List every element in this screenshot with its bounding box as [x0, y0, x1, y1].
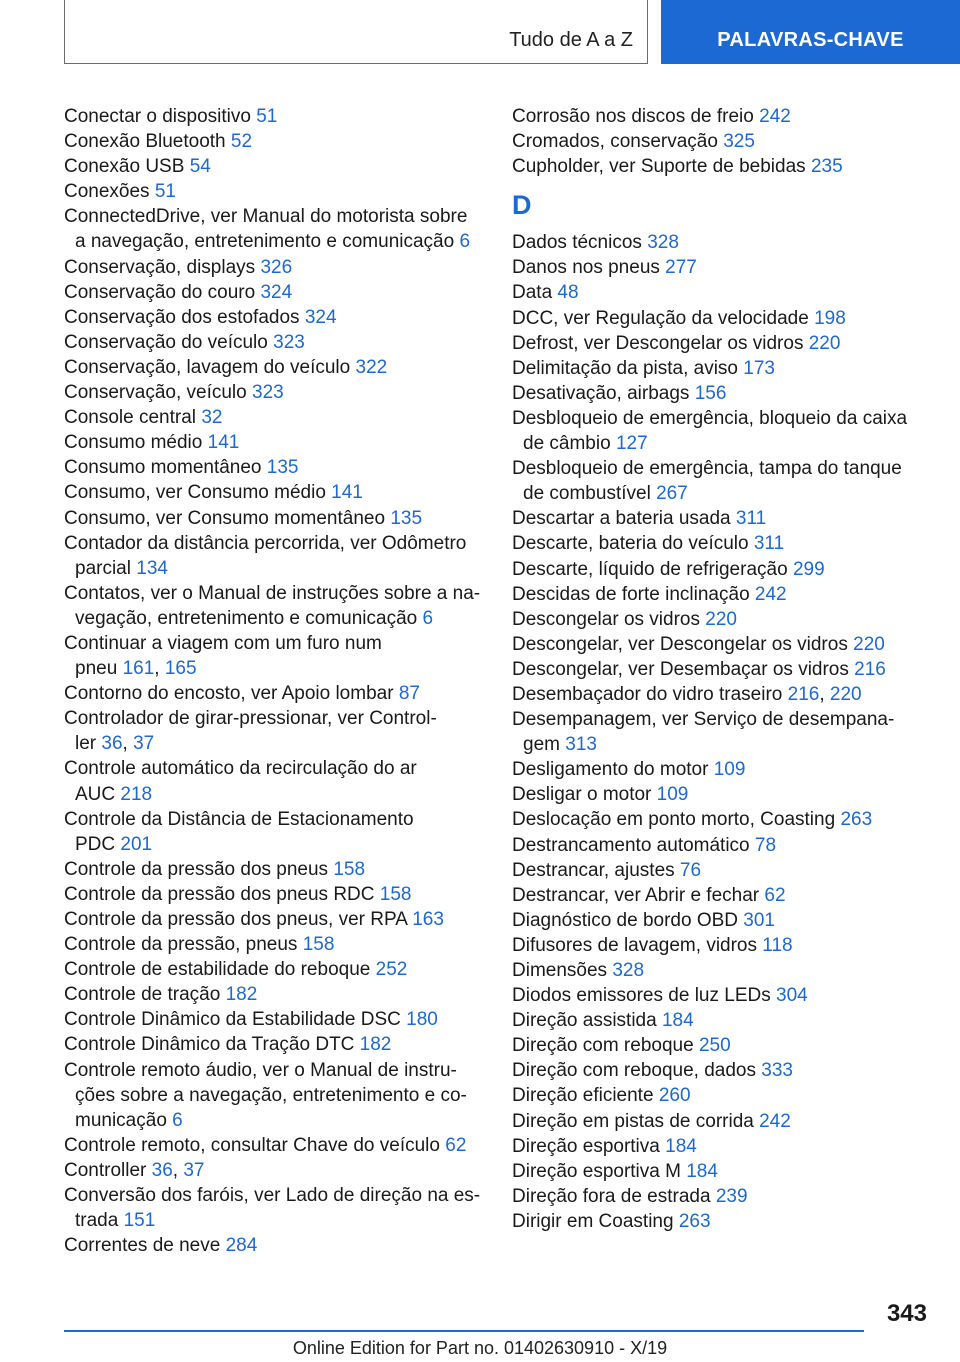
- index-entry-text: Descongelar os vidros: [512, 608, 700, 630]
- page-reference-link[interactable]: 242: [759, 1110, 791, 1132]
- index-entry: [512, 1008, 922, 1033]
- index-entry: [64, 882, 484, 907]
- header-section-box: [64, 0, 648, 64]
- index-entry: [512, 104, 922, 129]
- index-entry-text: Desbloqueio de emergência, tampa do tanque: [512, 458, 902, 480]
- page-reference-link[interactable]: 36: [101, 733, 123, 755]
- index-entry-text: Destrancar, ajustes: [512, 859, 675, 881]
- page-reference-link[interactable]: 109: [656, 784, 689, 806]
- page-reference-link[interactable]: 37: [133, 733, 155, 755]
- index-entry: [512, 280, 922, 305]
- index-entry: [64, 1133, 484, 1158]
- page-reference-link[interactable]: 141: [331, 482, 363, 504]
- page-reference-link[interactable]: 6: [422, 607, 434, 629]
- page-reference-link[interactable]: 328: [647, 232, 679, 254]
- index-entry: [512, 958, 922, 983]
- page-reference-link[interactable]: 48: [557, 282, 579, 304]
- index-entry: [64, 355, 484, 380]
- index-entry: [64, 1058, 484, 1133]
- index-entry-text: Dirigir em Coasting: [512, 1210, 674, 1232]
- index-entry-text: PDC: [75, 833, 116, 855]
- page-reference-link[interactable]: 220: [829, 683, 862, 705]
- index-entry: Continuar a viagem com um furo num pneu 161, 165: [64, 632, 382, 680]
- index-entry: [64, 480, 484, 505]
- page-reference-link[interactable]: 235: [810, 156, 843, 178]
- index-entry: [64, 756, 484, 806]
- index-entry-text: Continuar a viagem com um furo num: [64, 632, 382, 654]
- index-entry-text: pneu: [75, 658, 118, 680]
- index-entry-text: Descartar a bateria usada: [512, 508, 731, 530]
- page-reference-link[interactable]: 173: [743, 357, 775, 379]
- index-entry: [512, 230, 922, 255]
- page-reference-link[interactable]: 184: [661, 1010, 694, 1032]
- index-entry-text: Cromados, conservação: [512, 131, 718, 153]
- index-entry: [64, 1032, 484, 1057]
- index-entry-text: Difusores de lavagem, vidros: [512, 934, 757, 956]
- index-entry-text: Desembaçador do vidro traseiro: [512, 683, 783, 705]
- index-entry-text: Desligar o motor: [512, 784, 652, 806]
- index-entry: Controller 36, 37: [64, 1159, 205, 1181]
- index-entry: [512, 506, 922, 531]
- index-entry: [512, 983, 922, 1008]
- page-reference-link[interactable]: 37: [183, 1159, 205, 1181]
- page-reference-link[interactable]: 62: [445, 1134, 467, 1156]
- index-entry-text: Controle da pressão dos pneus: [64, 858, 329, 880]
- page-reference-link[interactable]: 250: [698, 1035, 731, 1057]
- index-column-left: [64, 104, 484, 1258]
- index-entry: [64, 1183, 484, 1233]
- page-reference-link[interactable]: 109: [713, 759, 746, 781]
- index-entry: [64, 681, 484, 706]
- page-reference-link[interactable]: 252: [375, 959, 408, 981]
- index-entry: [512, 782, 922, 807]
- index-entry: [64, 129, 484, 154]
- page-reference-link[interactable]: 333: [761, 1060, 793, 1082]
- index-entry: [512, 657, 922, 682]
- index-entry: [512, 1134, 922, 1159]
- page-reference-link[interactable]: 326: [260, 256, 293, 278]
- index-entry-text: Conversão dos faróis, ver Lado de direção na es-: [64, 1185, 481, 1207]
- index-entry-text: municação: [75, 1109, 167, 1131]
- page-reference-link[interactable]: 78: [754, 834, 777, 856]
- index-entry: [512, 1033, 922, 1058]
- index-entry: [64, 932, 484, 957]
- index-entry-text: Desbloqueio de emergência, bloqueio da caixa: [512, 407, 908, 429]
- page-reference-link[interactable]: 87: [398, 683, 420, 705]
- page-reference-link[interactable]: 184: [665, 1135, 697, 1157]
- index-entry: [64, 255, 484, 280]
- index-entry-text: Controle de estabilidade do reboque: [64, 959, 371, 981]
- index-entry: [512, 632, 922, 657]
- section-title: Tudo de A a Z: [509, 29, 633, 51]
- page-reference-link[interactable]: 182: [359, 1034, 392, 1056]
- index-entry: [512, 1058, 922, 1083]
- index-entry: [64, 204, 484, 254]
- page-reference-link[interactable]: 242: [754, 583, 787, 605]
- index-entry-text: ções sobre a navegação, entretenimento e co-: [75, 1084, 467, 1106]
- section-letter-d: D: [512, 190, 532, 221]
- page-reference-link[interactable]: 180: [406, 1009, 438, 1031]
- index-entry: [64, 957, 484, 982]
- index-entry-text: Direção esportiva M: [512, 1160, 681, 1182]
- page-reference-link[interactable]: 220: [705, 608, 737, 630]
- page-reference-link[interactable]: 62: [764, 884, 786, 906]
- page-reference-link[interactable]: 299: [792, 558, 825, 580]
- page-reference-link[interactable]: 325: [723, 131, 755, 153]
- page-reference-link[interactable]: 313: [565, 734, 597, 756]
- index-entry-text: Diodos emissores de luz LEDs: [512, 985, 771, 1007]
- page-reference-link[interactable]: 118: [762, 934, 793, 956]
- page-reference-link[interactable]: 304: [776, 985, 808, 1007]
- keywords-tab-label: PALAVRAS-CHAVE: [717, 29, 904, 51]
- index-entry: [64, 455, 484, 480]
- index-entry-text: Descongelar, ver Desembaçar os vidros: [512, 658, 849, 680]
- page-reference-link[interactable]: 184: [686, 1160, 718, 1182]
- page-reference-link[interactable]: 328: [612, 960, 645, 981]
- index-entry-text: Desligamento do motor: [512, 759, 709, 781]
- index-entry-text: Conexão USB: [64, 156, 185, 178]
- index-entry: [64, 154, 484, 179]
- index-entry-text: Conectar o dispositivo: [64, 106, 251, 127]
- index-entry: [512, 381, 922, 406]
- index-entry-text: Conservação do veículo: [64, 331, 268, 353]
- index-entry-text: Controle Dinâmico da Estabilidade DSC: [64, 1009, 401, 1031]
- page-reference-link[interactable]: 267: [656, 483, 688, 505]
- index-entry: [64, 104, 484, 129]
- page-reference-link[interactable]: 76: [679, 859, 702, 881]
- index-entry: [512, 1209, 922, 1234]
- footer-edition-text: Online Edition for Part no. 01402630910 - X/19: [292, 1338, 668, 1358]
- index-entry-text: Controle automático da recirculação do ar: [64, 758, 417, 780]
- index-entry-text: Consumo, ver Consumo momentâneo: [64, 507, 386, 529]
- index-entry-text: Destrancamento automático: [512, 834, 750, 856]
- index-entry: [512, 582, 922, 607]
- page-reference-link[interactable]: 201: [120, 833, 153, 855]
- page-reference-link[interactable]: 311: [735, 508, 767, 530]
- index-entry-text: Consumo médio: [64, 432, 203, 454]
- index-entry: [512, 607, 922, 632]
- index-entry: Desembaçador do vidro traseiro 216, 220: [512, 683, 862, 705]
- index-entry-text: Direção com reboque, dados: [512, 1060, 756, 1082]
- index-entry-text: Defrost, ver Descongelar os vidros: [512, 332, 804, 354]
- index-entry: [64, 1007, 484, 1032]
- index-entry-text: Direção assistida: [512, 1010, 657, 1032]
- index-entry: [64, 380, 484, 405]
- index-entry: [512, 707, 922, 757]
- index-entry-text: Data: [512, 282, 553, 304]
- index-entry: [512, 557, 922, 582]
- page-number: 343: [886, 1300, 927, 1327]
- index-entry: [64, 531, 484, 581]
- index-entry-text: Descongelar, ver Descongelar os vidros: [512, 633, 848, 655]
- index-entry-text: de câmbio: [523, 433, 611, 455]
- page-reference-link[interactable]: 141: [207, 432, 240, 454]
- index-entry-text: Dimensões: [512, 960, 608, 981]
- index-entry-text: trada: [75, 1210, 119, 1232]
- keywords-tab[interactable]: [661, 0, 960, 64]
- index-entry: [512, 1109, 922, 1134]
- index-entry-text: Controlador de girar-pressionar, ver Control-: [64, 708, 437, 730]
- index-entry: [64, 305, 484, 330]
- index-entry-text: AUC: [75, 783, 116, 805]
- page-reference-link[interactable]: 127: [615, 433, 648, 455]
- index-entry-text: Conservação, lavagem do veículo: [64, 356, 351, 378]
- index-entry-text: Conservação, veículo: [64, 382, 247, 404]
- index-entry-text: Desativação, airbags: [512, 382, 690, 404]
- index-entry: [512, 406, 922, 456]
- index-entry: [512, 833, 922, 858]
- page-reference-link[interactable]: 158: [379, 883, 412, 905]
- index-entry: [512, 255, 922, 280]
- index-entry-text: Controle remoto áudio, ver o Manual de instru-: [64, 1059, 457, 1081]
- index-entry: [512, 154, 922, 179]
- index-entry: [512, 1184, 922, 1209]
- index-entry: [512, 883, 922, 908]
- index-entry: [64, 581, 484, 631]
- index-entry-text: Controle remoto, consultar Chave do veículo: [64, 1134, 440, 1156]
- page-reference-link[interactable]: 135: [266, 457, 299, 479]
- index-entry: [64, 179, 484, 204]
- page-reference-link[interactable]: 6: [172, 1109, 183, 1131]
- page-reference-link[interactable]: 52: [230, 131, 253, 153]
- index-entry-text: Console central: [64, 407, 197, 429]
- page-reference-link[interactable]: 135: [390, 507, 423, 529]
- page-reference-link[interactable]: 54: [189, 156, 211, 178]
- index-entry: [512, 356, 922, 381]
- index-entry: [64, 330, 484, 355]
- index-entry: [64, 907, 484, 932]
- index-entry-text: Conexões: [64, 181, 150, 203]
- index-entry-text: Direção eficiente: [512, 1085, 654, 1107]
- page-reference-link[interactable]: 277: [665, 257, 697, 279]
- index-entry-text: a navegação, entretenimento e comunicação: [75, 231, 455, 253]
- page-reference-link[interactable]: 161: [122, 658, 155, 680]
- index-entry-text: de combustível: [523, 483, 651, 505]
- page-reference-link[interactable]: 220: [853, 633, 885, 655]
- index-entry: [512, 807, 922, 832]
- index-entry-text: Danos nos pneus: [512, 257, 660, 279]
- index-entry-text: Direção com reboque: [512, 1035, 694, 1057]
- page-reference-link[interactable]: 134: [136, 557, 168, 579]
- index-group-d: [512, 230, 922, 1234]
- index-entry: [512, 1159, 922, 1184]
- footer-divider: [64, 1330, 864, 1332]
- index-entry-text: Diagnóstico de bordo OBD: [512, 909, 739, 931]
- index-group-c-continued: [512, 104, 922, 179]
- index-entry-text: ler: [75, 733, 97, 755]
- page-reference-link[interactable]: 324: [304, 306, 337, 328]
- index-entry: [512, 306, 922, 331]
- page-reference-link[interactable]: 218: [120, 783, 153, 805]
- index-entry: [64, 857, 484, 882]
- index-entry-text: Dados técnicos: [512, 232, 642, 254]
- page-reference-link[interactable]: 322: [355, 356, 388, 378]
- index-entry-text: Controller: [64, 1159, 147, 1181]
- index-entry: [512, 331, 922, 356]
- index-entry-text: Controle da pressão dos pneus RDC: [64, 883, 375, 905]
- index-entry-text: Controle Dinâmico da Tração DTC: [64, 1034, 355, 1056]
- page-reference-link[interactable]: 151: [123, 1210, 156, 1232]
- page-reference-link[interactable]: 220: [808, 332, 841, 354]
- page-reference-link[interactable]: 163: [412, 909, 444, 930]
- page-reference-link[interactable]: 156: [694, 382, 727, 404]
- index-entry-text: Consumo, ver Consumo médio: [64, 482, 326, 504]
- page-reference-link[interactable]: 51: [154, 181, 176, 203]
- index-entry-text: Controle da pressão dos pneus, ver RPA: [64, 909, 407, 930]
- index-entry: [512, 908, 922, 933]
- index-entry-text: Conservação do couro: [64, 281, 256, 303]
- index-entry: [512, 757, 922, 782]
- index-entry-text: Conservação, displays: [64, 256, 256, 278]
- index-entry: Controlador de girar-pressionar, ver Control- ler 36, 37: [64, 708, 437, 755]
- index-entry: [64, 405, 484, 430]
- page-reference-link[interactable]: 165: [164, 658, 197, 680]
- index-entry-text: Direção fora de estrada: [512, 1185, 711, 1207]
- index-entry: [512, 456, 922, 506]
- index-entry-text: Desempanagem, ver Serviço de desempana-: [512, 709, 895, 731]
- index-entry-text: parcial: [75, 557, 131, 579]
- page-reference-link[interactable]: 216: [854, 658, 886, 680]
- index-entry-text: Descarte, líquido de refrigeração: [512, 558, 788, 580]
- index-entry-text: gem: [523, 734, 560, 756]
- index-entry-text: Consumo momentâneo: [64, 457, 262, 479]
- index-entry-text: Delimitação da pista, aviso: [512, 357, 738, 379]
- index-entry: [512, 1083, 922, 1108]
- index-entry-text: Contador da distância percorrida, ver Odômetro: [64, 532, 467, 554]
- page-reference-link[interactable]: 158: [333, 858, 366, 880]
- index-entry-text: Descidas de forte inclinação: [512, 583, 750, 605]
- index-column-right: [512, 104, 922, 1234]
- index-entry: [512, 858, 922, 883]
- page-reference-link[interactable]: 51: [256, 106, 278, 127]
- page-reference-link[interactable]: 284: [225, 1235, 258, 1257]
- index-entry-text: Corrosão nos discos de freio: [512, 106, 754, 127]
- page-reference-link[interactable]: 216: [787, 683, 820, 705]
- index-entry: [512, 129, 922, 154]
- index-entry-text: Controle de tração: [64, 984, 221, 1006]
- index-entry-text: Correntes de neve: [64, 1235, 221, 1257]
- index-entry-text: Contorno do encosto, ver Apoio lombar: [64, 683, 394, 705]
- page-reference-link[interactable]: 239: [715, 1185, 748, 1207]
- index-entry-text: Cupholder, ver Suporte de bebidas: [512, 156, 806, 178]
- page-reference-link[interactable]: 36: [151, 1159, 173, 1181]
- index-entry-text: Direção esportiva: [512, 1135, 660, 1157]
- index-entry: [64, 506, 484, 531]
- index-entry-text: Controle da pressão, pneus: [64, 934, 298, 956]
- index-entry: [64, 430, 484, 455]
- page-reference-link[interactable]: 242: [759, 106, 791, 127]
- index-entry-text: Deslocação em ponto morto, Coasting: [512, 809, 836, 831]
- index-entry-text: Destrancar, ver Abrir e fechar: [512, 884, 760, 906]
- page-reference-link[interactable]: 260: [658, 1085, 691, 1107]
- index-entry-text: Contatos, ver o Manual de instruções sobre a na-: [64, 582, 481, 604]
- page-reference-link[interactable]: 198: [814, 307, 846, 329]
- index-entry: [64, 982, 484, 1007]
- index-entry: [512, 933, 922, 958]
- page-reference-link[interactable]: 263: [678, 1210, 711, 1232]
- index-entry: [64, 280, 484, 305]
- page-reference-link[interactable]: 6: [459, 231, 471, 253]
- index-entry: [512, 531, 922, 556]
- index-entry-text: ConnectedDrive, ver Manual do motorista sobre: [64, 206, 468, 228]
- index-entry-text: vegação, entretenimento e comunicação: [75, 607, 418, 629]
- index-entry: [64, 1233, 484, 1258]
- page-reference-link[interactable]: 311: [753, 533, 785, 555]
- page-reference-link[interactable]: 158: [302, 934, 335, 956]
- page-reference-link[interactable]: 324: [260, 281, 293, 303]
- index-entry-text: Conservação dos estofados: [64, 306, 300, 328]
- index-entry-text: Controle da Distância de Estacionamento: [64, 808, 414, 830]
- index-entry-text: DCC, ver Regulação da velocidade: [512, 307, 809, 329]
- index-entry: [64, 807, 484, 857]
- page-reference-link[interactable]: 263: [840, 809, 873, 831]
- index-entry-text: Conexão Bluetooth: [64, 131, 226, 153]
- page-reference-link[interactable]: 182: [225, 984, 258, 1006]
- page-reference-link[interactable]: 323: [252, 382, 284, 404]
- page-reference-link[interactable]: 32: [201, 407, 223, 429]
- page-reference-link[interactable]: 323: [273, 331, 305, 353]
- index-entry-text: Descarte, bateria do veículo: [512, 533, 749, 555]
- index-entry-text: Direção em pistas de corrida: [512, 1110, 754, 1132]
- page-reference-link[interactable]: 301: [743, 909, 775, 931]
